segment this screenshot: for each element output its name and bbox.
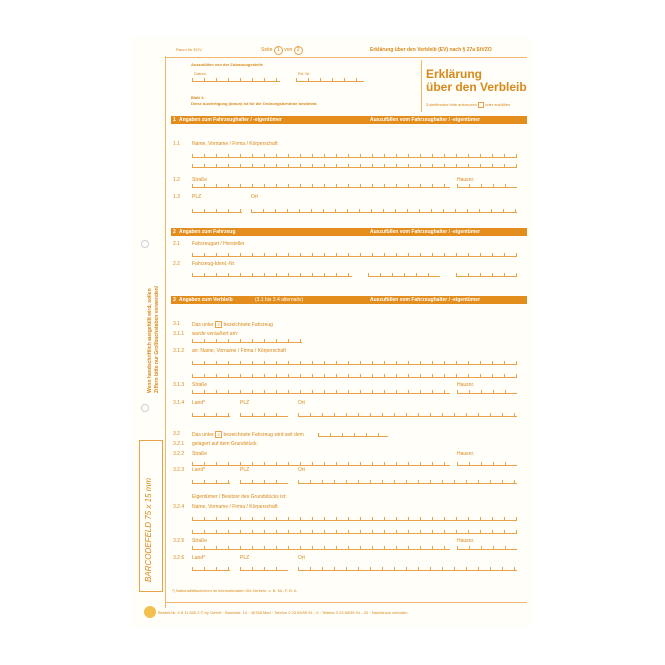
blatt-label: Blatt 1: <box>191 95 205 100</box>
field-3-1-4-land-input[interactable] <box>192 412 230 417</box>
field-3-1-3-hausnr-input[interactable] <box>457 389 517 394</box>
punch-hole-top <box>141 240 149 248</box>
rd-nr-label: Rd. Nr. <box>298 71 311 76</box>
field-2-1-input[interactable] <box>192 252 517 257</box>
field-3-2-5-input[interactable] <box>192 545 450 550</box>
field-3-2-3-ort: Ort <box>298 467 305 473</box>
edv-box-label: Raum für EDV <box>176 47 202 52</box>
field-2-2-input-c[interactable] <box>456 272 517 277</box>
datum-field[interactable] <box>192 77 280 82</box>
field-3-1-4-num: 3.1.4 <box>173 400 185 406</box>
big-title-2: über den Verbleib <box>426 80 527 94</box>
field-3-1-1-label: wurde veräußert am: <box>192 331 239 337</box>
field-3-1-3-num: 3.1.3 <box>173 382 185 388</box>
field-1-2-hausnr-input[interactable] <box>457 183 517 188</box>
ankreuzen-note: Zutreffendes bitte ankreuzen oder ausfüllen <box>426 102 511 108</box>
field-3-1-2-label: an: Name, Vorname / Firma / Körperschaft <box>192 348 286 354</box>
field-3-2-5-num: 3.2.5 <box>173 538 185 544</box>
field-3-2-1-num: 3.2.1 <box>173 441 185 447</box>
field-2-2-num: 2.2 <box>173 261 180 267</box>
field-3-2-2-input[interactable] <box>192 461 450 466</box>
field-3-2-date-input[interactable] <box>318 432 388 437</box>
publisher-logo <box>144 606 156 618</box>
field-3-2-num: 3.2 <box>173 431 180 437</box>
field-3-1-2-input-2[interactable] <box>192 373 517 378</box>
handwritten-note-2: Ziffern bitte nur Großbuchstaben verwenden! <box>154 285 160 393</box>
datum-label: Datum <box>194 71 206 76</box>
field-3-2-3-ort-input[interactable] <box>298 479 517 484</box>
field-3-1-2-num: 3.1.2 <box>173 348 185 354</box>
handwritten-note: Wenn handschriftlich ausgefüllt wird, sollen <box>147 288 153 393</box>
field-1-2-label: Straße <box>192 177 208 183</box>
field-3-2-6-land: Land* <box>192 555 206 561</box>
field-3-2-4-input[interactable] <box>192 516 517 521</box>
field-2-2-label: Fahrzeug-Ident.-Nr. <box>192 261 236 267</box>
field-1-3-ort-input[interactable] <box>251 208 517 213</box>
field-3-2-2-num: 3.2.2 <box>173 451 185 457</box>
footnote: *) Nationalitätszeichen im internationalen Kfz-Verkehr, z. B. NL, F, B, A <box>172 588 297 593</box>
field-1-3-plz: PLZ <box>192 194 202 200</box>
field-3-1-1-input[interactable] <box>192 338 302 343</box>
field-3-2-6-ort-input[interactable] <box>298 566 517 571</box>
field-2-2-input[interactable] <box>192 272 352 277</box>
field-1-3-ort: Ort <box>251 194 258 200</box>
field-1-3-plz-input[interactable] <box>192 208 242 213</box>
page-number-circle: 1 <box>274 46 283 55</box>
field-3-2-4-input-2[interactable] <box>192 529 517 534</box>
field-2-1-label: Fahrzeugart / Hersteller <box>192 241 245 247</box>
field-3-2-6-land-input[interactable] <box>192 566 230 571</box>
field-3-2-3-land: Land* <box>192 467 206 473</box>
section-1-bar: 1 Angaben zum Fahrzeughalter / -eigentümer Auszufüllen vom Fahrzeughalter / -eigentümer <box>171 116 527 124</box>
field-3-1-4-plz: PLZ <box>240 400 250 406</box>
punch-hole-bottom <box>141 404 149 412</box>
rd-nr-field[interactable] <box>296 77 364 82</box>
section-2-bar: 2 Angaben zum Fahrzeug Auszufüllen vom Fahrzeughalter / -eigentümer <box>171 228 527 236</box>
field-3-1-2-input[interactable] <box>192 360 517 365</box>
barcode-label: BARCODEFELD 75 x 15 mm <box>144 477 153 582</box>
field-3-2-5-hausnr: Hausnr. <box>457 538 475 544</box>
field-3-2-6-plz: PLZ <box>240 555 250 561</box>
page-total-circle: 2 <box>294 46 303 55</box>
field-3-1-label: Das unter 2 bezeichnete Fahrzeug <box>192 322 273 328</box>
field-3-2-3-plz-input[interactable] <box>240 479 288 484</box>
field-3-1-4-ort-input[interactable] <box>298 412 517 417</box>
form-header-title: Erklärung über den Verbleib (EV) nach § 27a StVZO <box>370 47 492 53</box>
field-3-2-5-strasse: Straße <box>192 538 208 544</box>
field-1-1-input-2[interactable] <box>192 163 517 168</box>
field-3-1-4-ort: Ort <box>298 400 305 406</box>
field-3-1-4-plz-input[interactable] <box>240 412 288 417</box>
field-1-2-input[interactable] <box>192 183 450 188</box>
blatt-text: Diese Ausfertigung (braun) ist für die Ordnungsbehörde bestimmt. <box>191 101 318 106</box>
field-3-1-num: 3.1 <box>173 321 180 327</box>
field-3-2-2-hausnr: Hausnr. <box>457 451 475 457</box>
field-3-2-2-strasse: Straße <box>192 451 208 457</box>
field-3-2-3-plz: PLZ <box>240 467 250 473</box>
big-title-1: Erklärung <box>426 67 483 81</box>
field-3-2-6-plz-input[interactable] <box>240 566 288 571</box>
field-3-1-3-hausnr: Hausnr. <box>457 382 475 388</box>
field-1-2-hausnr: Hausnr. <box>457 177 475 183</box>
field-3-2-6-ort: Ort <box>298 555 305 561</box>
field-3-2-5-hausnr-input[interactable] <box>457 545 517 550</box>
field-3-2-1-label: gelagert auf dem Grundstück: <box>192 441 258 447</box>
field-1-1-input[interactable] <box>192 153 517 158</box>
field-1-1-num: 1.1 <box>173 141 180 147</box>
field-3-1-4-land: Land* <box>192 400 206 406</box>
page-indicator: Seite 1 von 2 <box>261 46 303 55</box>
field-3-2-label: Das unter 2 bezeichnete Fahrzeug wird seit dem <box>192 432 304 438</box>
field-3-2-6-num: 3.2.6 <box>173 555 185 561</box>
field-1-2-num: 1.2 <box>173 177 180 183</box>
field-3-2-3-land-input[interactable] <box>192 479 230 484</box>
zulassungsstelle-label: Auszufüllen von der Zulassungsstelle <box>191 62 263 67</box>
field-3-2-4-num: 3.2.4 <box>173 504 185 510</box>
field-1-1-label: Name, Vorname / Firma / Körperschaft <box>192 141 278 147</box>
field-2-2-input-b[interactable] <box>368 272 440 277</box>
field-3-2-4-label: Name, Vorname / Firma / Körperschaft <box>192 504 278 510</box>
field-2-1-num: 2.1 <box>173 241 180 247</box>
footer-text: Bestell-Nr. 4 8 11 605 2 © by GmbH · Boschstr. 14 · 45768 Marl · Telefon 0 23 65/95 91 - 0 · Telefax 0 23 65/95 91 - 20 · Nachdruck verboten <box>158 610 408 615</box>
field-3-2-3-num: 3.2.3 <box>173 467 185 473</box>
owner-label: Eigentümer / Besitzer des Grundstücks ist: <box>192 494 287 500</box>
field-1-3-num: 1.3 <box>173 194 180 200</box>
section-3-bar: 3 Angaben zum Verbleib (3.1 bis 3.4 alternativ) Auszufüllen vom Fahrzeughalter / -eigentümer <box>171 296 527 304</box>
field-3-1-3-strasse: Straße <box>192 382 208 388</box>
field-3-2-2-hausnr-input[interactable] <box>457 461 517 466</box>
field-3-1-3-input[interactable] <box>192 389 450 394</box>
field-3-1-1-num: 3.1.1 <box>173 331 185 337</box>
